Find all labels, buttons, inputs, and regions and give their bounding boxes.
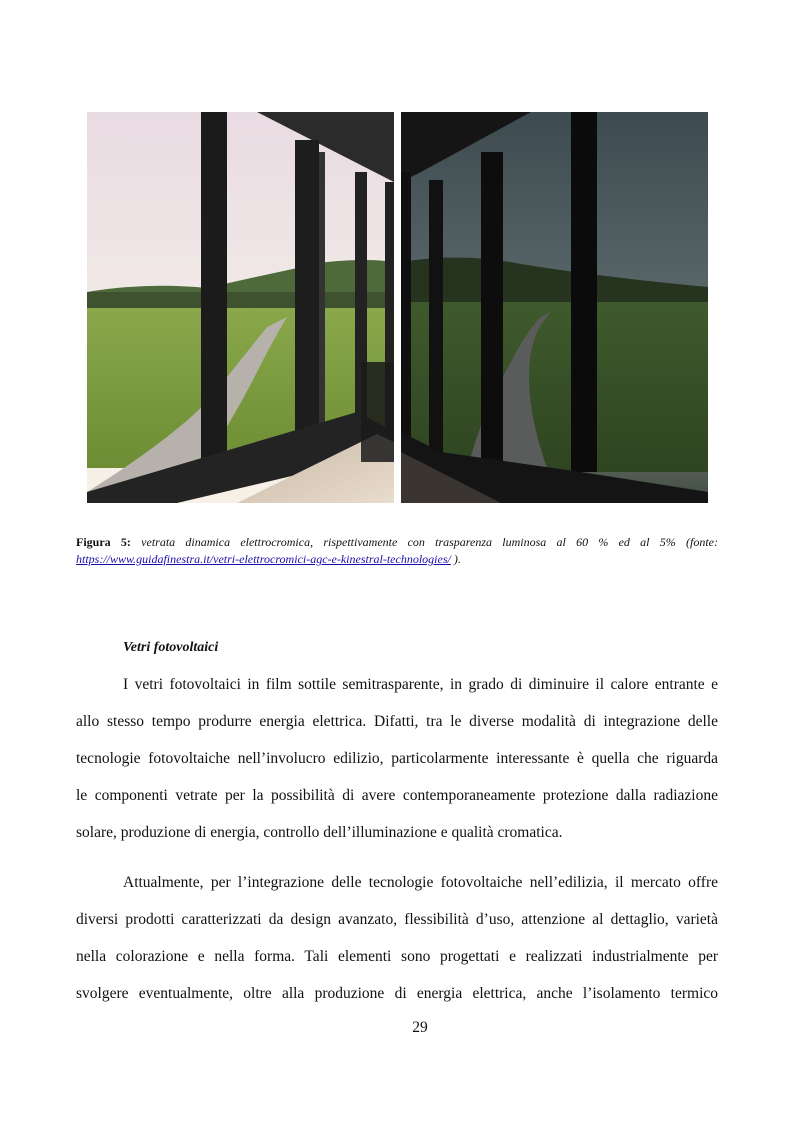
paragraph-line: nella colorazione e nella forma. Tali elementi sono progettati e realizzati industrialmente per bbox=[76, 948, 718, 965]
photo-glazing-60-percent bbox=[87, 112, 394, 503]
paragraph-vetri-fotovoltaici bbox=[76, 666, 718, 851]
paragraph-line: diversi prodotti caratterizzati da design avanzato, flessibilità d’uso, attenzione al dettaglio, varietà bbox=[76, 911, 718, 928]
paragraph-line: tecnologie fotovoltaiche nell’involucro edilizio, particolarmente interessante è quella che riguarda bbox=[76, 750, 718, 767]
paragraph-line: le componenti vetrate per la possibilità di avere contemporaneamente protezione dalla radiazione bbox=[76, 787, 718, 804]
page-number: 29 bbox=[412, 1019, 428, 1036]
caption-source-link[interactable]: https://www.guidafinestra.it/vetri-elettrocromici-agc-e-kinestral-technologies/ bbox=[76, 552, 451, 566]
section-heading: Vetri fotovoltaici bbox=[123, 640, 219, 655]
caption-text: vetrata dinamica elettrocromica, rispettivamente con trasparenza luminosa al 60 % ed al 5% (fonte: bbox=[141, 535, 718, 549]
paragraph-line: solare, produzione di energia, controllo dell’illuminazione e qualità cromatica. bbox=[76, 824, 563, 841]
paragraph-line: I vetri fotovoltaici in film sottile semitrasparente, in grado di diminuire il calore entrante e bbox=[123, 676, 718, 693]
paragraph-attualmente bbox=[76, 864, 718, 1012]
paragraph-line: svolgere eventualmente, oltre alla produzione di energia elettrica, anche l’isolamento termico bbox=[76, 985, 718, 1002]
figure-electrochromic-glazing bbox=[87, 112, 708, 503]
caption-label: Figura 5: bbox=[76, 535, 131, 549]
caption-end: ). bbox=[453, 552, 461, 566]
paragraph-line: allo stesso tempo produrre energia elettrica. Difatti, tra le diverse modalità di integrazione delle bbox=[76, 713, 718, 730]
photo-glazing-5-percent bbox=[401, 112, 708, 503]
figure-caption bbox=[76, 534, 718, 568]
paragraph-line: Attualmente, per l’integrazione delle tecnologie fotovoltaiche nell’edilizia, il mercato offre bbox=[123, 874, 718, 891]
